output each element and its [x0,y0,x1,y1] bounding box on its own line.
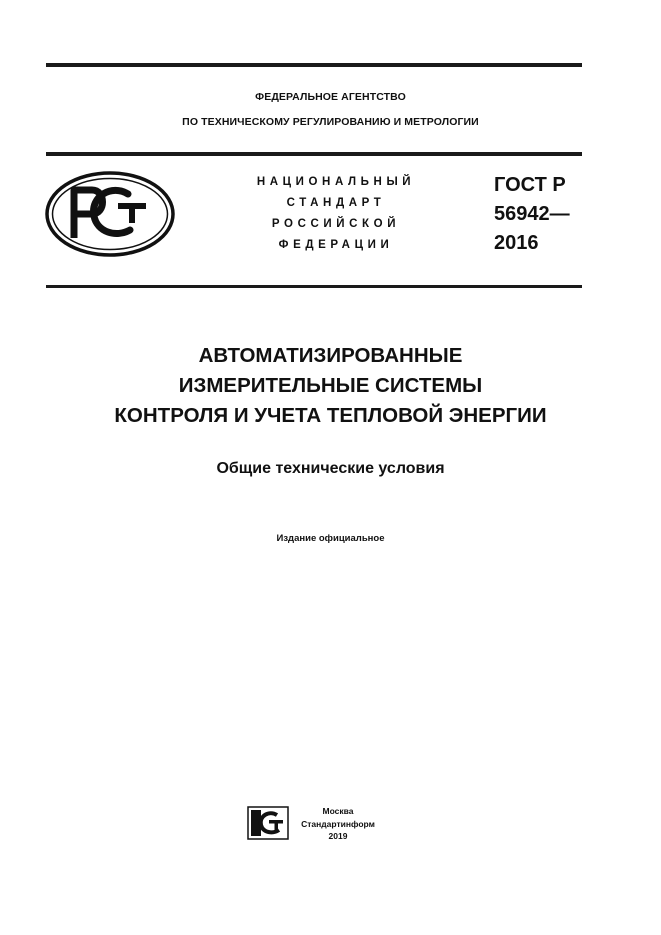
title-line-1: АВТОМАТИЗИРОВАННЫЕ [198,344,463,367]
designation-line-1: ГОСТ Р [494,174,566,196]
publisher-info [296,805,380,843]
designation-line-3: 2016 [494,232,539,254]
middle-rule [46,152,582,156]
publisher-city: Москва [322,806,354,816]
top-rule [46,63,582,67]
rst-logo-icon [44,170,176,258]
agency-name-line-1: ФЕДЕРАЛЬНОЕ АГЕНТСТВО [255,91,406,103]
publisher-name: Стандартинформ [301,818,375,829]
agency-name-line-2: ПО ТЕХНИЧЕСКОМУ РЕГУЛИРОВАНИЮ И МЕТРОЛОГИИ [182,116,479,128]
document-subtitle: Общие технические условия [216,460,445,477]
standard-type-block [226,172,446,256]
standard-designation [494,171,570,258]
title-line-2: ИЗМЕРИТЕЛЬНЫЕ СИСТЕМЫ [178,374,483,397]
bottom-rule [46,285,582,288]
standartinform-logo-icon [247,806,289,840]
standard-type-line-2: СТАНДАРТ [286,197,386,209]
title-line-3: КОНТРОЛЯ И УЧЕТА ТЕПЛОВОЙ ЭНЕРГИИ [114,404,547,427]
document-title [0,341,661,431]
standard-type-line-3: РОССИЙСКОЙ [271,218,401,230]
designation-line-2: 56942— [494,203,570,225]
publication-year: 2019 [328,831,348,841]
standard-type-line-1: НАЦИОНАЛЬНЫЙ [256,176,416,188]
edition-note: Издание официальное [276,533,385,544]
standard-type-line-4: ФЕДЕРАЦИИ [278,239,394,251]
